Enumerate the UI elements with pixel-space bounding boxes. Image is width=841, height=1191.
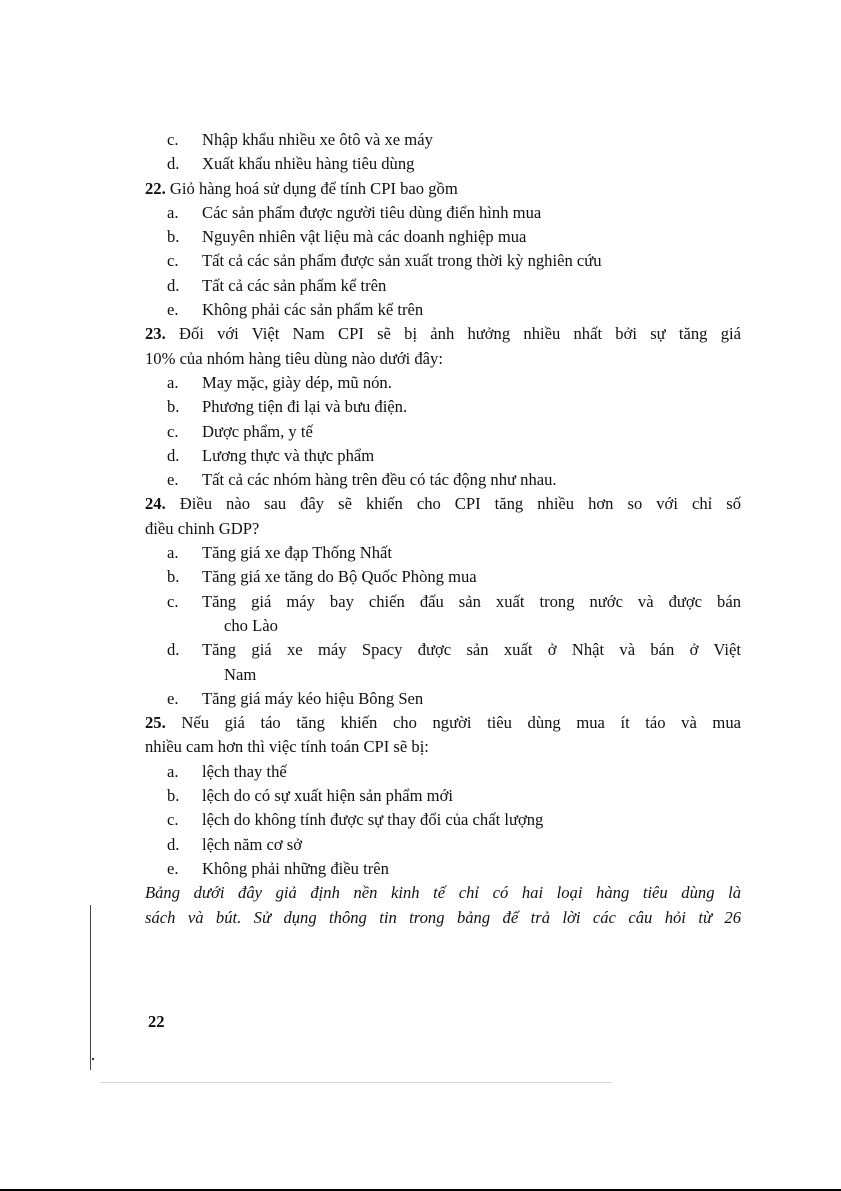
option-text: Tất cả các sản phẩm được sản xuất trong thời kỳ nghiên cứu [202, 251, 602, 271]
option-letter: b. [167, 786, 180, 806]
option-text: Tăng giá máy bay chiến đấu sản xuất trong nước và được bán [202, 591, 741, 611]
option-letter: c. [167, 421, 179, 441]
answer-option [145, 590, 741, 614]
answer-option [145, 784, 741, 808]
option-text: Không phải các sản phẩm kể trên [202, 300, 424, 320]
question-number: 23. [145, 324, 166, 344]
question-continuation: điều chinh GDP? [145, 518, 260, 538]
answer-option [145, 298, 741, 322]
question-line [145, 711, 741, 735]
option-text: Nguyên nhiên vật liệu mà các doanh nghiệp mua [202, 227, 527, 247]
option-text: Các sản phẩm được người tiêu dùng điển hình mua [202, 202, 542, 222]
option-letter: e. [167, 470, 179, 490]
option-continuation: Nam [224, 664, 257, 684]
option-letter: b. [167, 567, 180, 587]
option-text: lệch do không tính được sự thay đổi của chất lượng [202, 810, 544, 830]
answer-option [145, 857, 741, 881]
option-letter: c. [167, 130, 179, 149]
option-letter: e. [167, 300, 179, 320]
question-text: Giỏ hàng hoá sử dụng để tính CPI bao gồm [165, 178, 458, 198]
option-letter: c. [167, 591, 179, 611]
option-text: Không phải những điều trên [202, 858, 389, 878]
option-text: Tất cả các nhóm hàng trên đều có tác động như nhau. [202, 470, 557, 490]
option-text: lệch do có sự xuất hiện sản phẩm mới [202, 786, 453, 806]
option-letter: b. [167, 227, 180, 247]
answer-option [145, 152, 741, 176]
bottom-rule [100, 1082, 612, 1083]
question-text: Điều nào sau đây sẽ khiến cho CPI tăng nhiều hơn so với chỉ số [165, 494, 741, 514]
option-letter: c. [167, 251, 179, 271]
answer-option [145, 420, 741, 444]
question-line [145, 322, 741, 346]
option-text: May mặc, giày dép, mũ nón. [202, 372, 392, 392]
option-letter: d. [167, 640, 180, 660]
answer-option [145, 371, 741, 395]
answer-option [145, 833, 741, 857]
page-number: 22 [148, 1012, 165, 1031]
question-line [145, 492, 741, 516]
option-letter: e. [167, 858, 179, 878]
answer-option [145, 468, 741, 492]
margin-dot [92, 1058, 94, 1060]
question-continuation: nhiều cam hơn thì việc tính toán CPI sẽ bị: [145, 737, 429, 757]
answer-option [145, 565, 741, 589]
answer-option [145, 808, 741, 832]
instruction-line: Bảng dưới đây giả định nền kinh tế chỉ có hai loại hàng tiêu dùng là [145, 883, 741, 903]
answer-option [145, 201, 741, 225]
question-continuation: 10% của nhóm hàng tiêu dùng nào dưới đây: [145, 348, 443, 368]
margin-line [90, 905, 91, 1070]
answer-option [145, 274, 741, 298]
option-letter: a. [167, 761, 179, 781]
answer-option [145, 541, 741, 565]
question-number: 22. [145, 178, 166, 198]
option-letter: a. [167, 202, 179, 222]
answer-option [145, 687, 741, 711]
answer-option [145, 444, 741, 468]
option-letter: d. [167, 275, 180, 295]
answer-option [145, 395, 741, 419]
question-line [145, 177, 741, 201]
option-text: Phương tiện đi lại và bưu điện. [202, 397, 408, 417]
answer-option [145, 760, 741, 784]
option-text: lệch thay thế [202, 761, 287, 781]
option-letter: a. [167, 543, 179, 563]
option-continuation: cho Lào [224, 615, 278, 635]
option-letter: a. [167, 372, 179, 392]
question-text: Đối với Việt Nam CPI sẽ bị ảnh hưởng nhiều nhất bởi sự tăng giá [165, 324, 741, 344]
answer-option [145, 249, 741, 273]
answer-option [145, 638, 741, 662]
option-letter: c. [167, 810, 179, 830]
option-text: Lương thực và thực phẩm [202, 445, 375, 465]
option-letter: d. [167, 445, 180, 465]
option-letter: b. [167, 397, 180, 417]
question-text: Nếu giá táo tăng khiến cho người tiêu dùng mua ít táo và mua [165, 713, 741, 733]
option-text: Nhập khẩu nhiều xe ôtô và xe máy [202, 130, 433, 149]
question-number: 25. [145, 713, 166, 733]
instruction-line: sách và bút. Sử dụng thông tin trong bảng để trả lời các câu hỏi từ 26 [145, 907, 741, 927]
option-text: lệch năm cơ sở [202, 834, 303, 854]
option-text: Tất cả các sản phẩm kể trên [202, 275, 387, 295]
page-body [145, 128, 741, 930]
answer-option [145, 225, 741, 249]
option-letter: e. [167, 688, 179, 708]
question-number: 24. [145, 494, 166, 514]
option-text: Dược phẩm, y tế [202, 421, 313, 441]
option-text: Xuất khẩu nhiều hàng tiêu dùng [202, 154, 415, 174]
option-text: Tăng giá máy kéo hiệu Bông Sen [202, 688, 424, 708]
option-text: Tăng giá xe đạp Thống Nhất [202, 543, 393, 563]
option-letter: d. [167, 154, 180, 174]
option-text: Tăng giá xe tăng do Bộ Quốc Phòng mua [202, 567, 477, 587]
option-text: Tăng giá xe máy Spacy được sản xuất ở Nhật và bán ở Việt [202, 640, 741, 660]
answer-option [145, 128, 741, 152]
option-letter: d. [167, 834, 180, 854]
